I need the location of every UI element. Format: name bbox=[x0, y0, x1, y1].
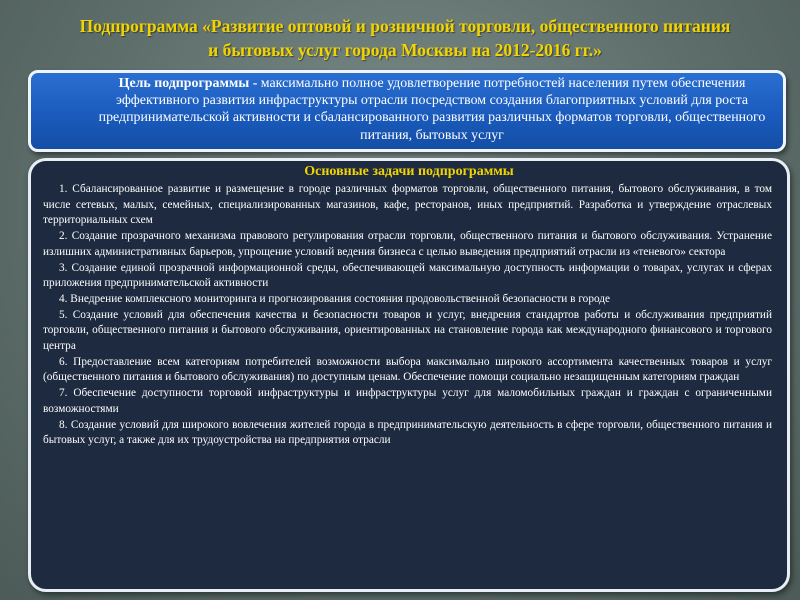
task-item-1: 1. Сбалансированное развитие и размещение в городе различных форматов торговли, общественного питания, бытового обслуживания, в том числе сетевых, малых, семейных, специализированных магазинов, кафе, ресторанов, иных предприятий. Разработка и утверждение отраслевых территориальных схем bbox=[43, 183, 772, 227]
slide-title-line-2: и бытовых услуг города Москвы на 2012-2016 гг.» bbox=[208, 40, 602, 60]
goal-description: максимально полное удовлетворение потребностей населения путем обеспечения эффективного развития инфраструктуры отрасли посредством создания благоприятных условий для роста предпринимательской активности и сбалансированного развития различных форматов торговли, общественного питания, бытовых услуг bbox=[98, 76, 766, 143]
tasks-header: Основные задачи подпрограммы bbox=[304, 164, 514, 179]
task-item-8: 8. Создание условий для широкого вовлечения жителей города в предпринимательскую деятельность в сфере торговли, общественного питания и бытовых услуг, а также для их трудоустройства на предприятия отрасли bbox=[43, 418, 772, 447]
slide-title-line-1: Подпрограмма «Развитие оптовой и розничной торговли, общественного питания bbox=[79, 16, 731, 36]
goal-text bbox=[87, 75, 777, 144]
task-item-4: 4. Внедрение комплексного мониторинга и прогнозирования состояния продовольственной безопасности в городе bbox=[59, 292, 611, 305]
task-item-6: 6. Предоставление всем категориям потребителей возможности выбора максимально широкого ассортимента качественных товаров и услуг (общественного питания и бытового обслуживания) по доступным ценам. Обеспечение помощи социально незащищенным категориям граждан bbox=[43, 355, 772, 384]
slide-title bbox=[20, 14, 790, 62]
goal-box bbox=[28, 70, 786, 152]
task-item-5: 5. Создание условий для обеспечения качества и безопасности товаров и услуг, внедрения стандартов работы и обслуживания предприятий торговли, общественного питания и бытового обслуживания, ориентированных на становление города как международного финансового и торгового центра bbox=[43, 308, 772, 353]
task-item-3: 3. Создание единой прозрачной информационной среды, обеспечивающей максимальную доступность информации о товарах, услугах и сферах приложения предпринимательской активности bbox=[43, 261, 772, 290]
tasks-list bbox=[43, 182, 772, 449]
goal-label: Цель подпрограммы - bbox=[118, 76, 258, 91]
tasks-panel bbox=[28, 158, 790, 592]
task-item-2: 2. Создание прозрачного механизма правового регулирования отрасли торговли, общественного питания и бытового обслуживания. Устранение излишних административных барьеров, упрощение условий ведения бизнеса с целью выведения предприятий отрасли из «теневого» сектора bbox=[43, 230, 772, 258]
task-item-7: 7. Обеспечение доступности торговой инфраструктуры и инфраструктуры услуг для маломобильных граждан и граждан с ограниченными возможностями bbox=[43, 387, 772, 415]
